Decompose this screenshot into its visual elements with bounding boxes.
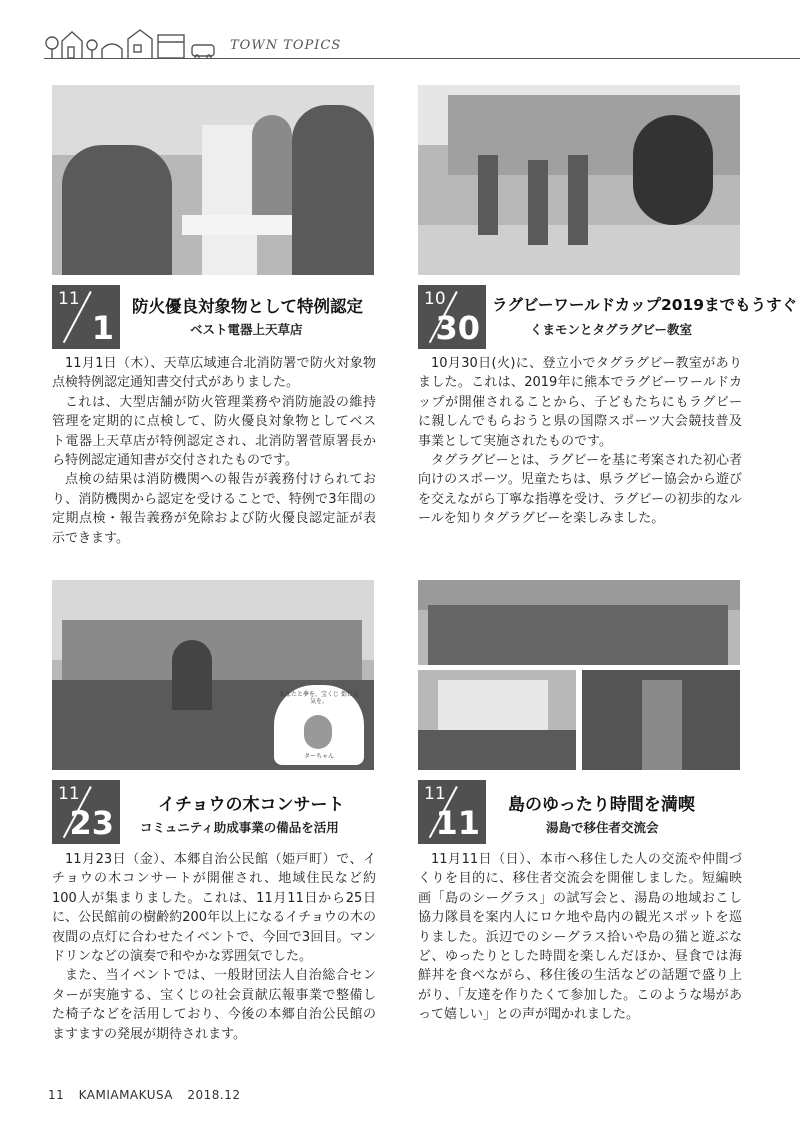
article-subtitle: くまモンとタグラグビー教室 [530, 322, 693, 337]
section-title: TOWN TOPICS [230, 38, 342, 53]
page-header [0, 0, 800, 62]
article-body [52, 354, 376, 548]
paragraph: タグラグビーとは、ラグビーを基に考案された初心者向けのスポーツ。児童たちは、県ラグビー協会から遊びを交えながら丁寧な指導を受け、ラグビーの初歩的なルールを知りタグラグビーを楽しみました。 [418, 453, 742, 527]
issue-date: 2018.12 [187, 1088, 241, 1102]
date-day: 23 [69, 804, 114, 842]
article-title: 島のゆったり時間を満喫 [508, 795, 695, 815]
town-skyline-icon [44, 27, 224, 59]
article-subtitle: ベスト電器上天草店 [190, 322, 303, 337]
article-body [52, 850, 376, 1044]
article-subtitle: コミュニティ助成事業の備品を活用 [140, 820, 339, 835]
date-badge [418, 780, 486, 844]
article-title: ラグビーワールドカップ2019までもうすぐ [492, 296, 798, 314]
paragraph: 10月30日(火)に、登立小でタグラグビー教室がありました。これは、2019年に熊本でラグビーワールドカップが開催されることから、子どもたちにもラグビーに親しんでもらおうと県の国際スポーツ大会競技普及事業として実施されたものです。 [418, 356, 742, 449]
screening-room-photo [418, 670, 576, 770]
header-rule [44, 58, 800, 59]
paragraph: 点検の結果は消防機関への報告が義務付けられており、消防機関から認定を受けることで、特例で3年間の定期点検・報告義務が免除および防火優良認定証が表示できます。 [52, 472, 376, 546]
tag-rugby-kumamon-photo [418, 85, 740, 275]
paragraph: また、当イベントでは、一般財団法人自治総合センターが実施する、宝くじの社会貢献広報事業で整備した椅子などを活用しており、今後の本郷自治公民館のますますの発展が期待されます。 [52, 968, 376, 1042]
date-month: 11 [424, 784, 446, 804]
date-badge [52, 285, 120, 349]
lottery-slogan: あなたと夢を、宝くじ 街に元気を。 [279, 691, 359, 705]
date-month: 11 [58, 289, 80, 309]
island-tree-photo [582, 670, 740, 770]
date-badge [418, 285, 486, 349]
paragraph: 11月23日（金）、本郷自治公民館（姫戸町）で、イチョウの木コンサートが開催され、地域住民など約100人が集まりました。これは、11月11日から25日に、公民館前の樹齢約200年以上になるイチョウの木の夜間の点灯に合わせたイベントで、今回で3回目。マンドリンなどの演奏で和やかな雰囲気でした。 [52, 852, 376, 965]
date-month: 11 [58, 784, 80, 804]
page-number: 11 [48, 1088, 65, 1102]
magazine-name: KAMIAMAKUSA [78, 1088, 174, 1102]
paragraph: 11月1日（木）、天草広域連合北消防署で防火対象物点検特例認定通知書交付式がありました。 [52, 356, 376, 391]
article-body [418, 850, 742, 1025]
article-title: イチョウの木コンサート [158, 795, 345, 815]
concert-audience-photo [52, 580, 374, 770]
article-title: 防火優良対象物として特例認定 [132, 297, 363, 316]
yushima-group-photo [418, 580, 740, 665]
mascot-icon [304, 715, 332, 749]
date-day: 30 [435, 309, 480, 347]
date-day: 1 [91, 309, 114, 347]
article-subtitle: 湯島で移住者交流会 [546, 820, 659, 835]
article-body [418, 354, 742, 529]
page-footer [48, 1088, 250, 1102]
date-day: 11 [435, 804, 480, 842]
date-badge [52, 780, 120, 844]
paragraph: これは、大型店舗が防火管理業務や消防施設の維持管理を定期的に点検して、防火優良対象物としてベスト電器上天草店が特例認定され、北消防署菅原署長から特例認定通知書が交付されたものです。 [52, 394, 376, 469]
mascot-name: ターちゃん [303, 753, 334, 760]
paragraph: 11月11日（日）、本市へ移住した人の交流や仲間づくりを目的に、移住者交流会を開催しました。短編映画「島のシーグラス」の試写会と、湯島の地域おこし協力隊員を案内人にロケ地や島内の観光スポットを巡りました。浜辺でのシーグラス拾いや島の猫と遊ぶなど、ゆったりとした時間を楽しんだほか、昼食では海鮮丼を食べながら、移住後の生活などの話題で盛り上がり、「友達を作りたくて参加した。このような場があって嬉しい」との声が聞かれました。 [418, 852, 742, 1023]
certificate-presentation-photo [52, 85, 374, 275]
lottery-logo [274, 685, 364, 765]
date-month: 10 [424, 289, 446, 309]
